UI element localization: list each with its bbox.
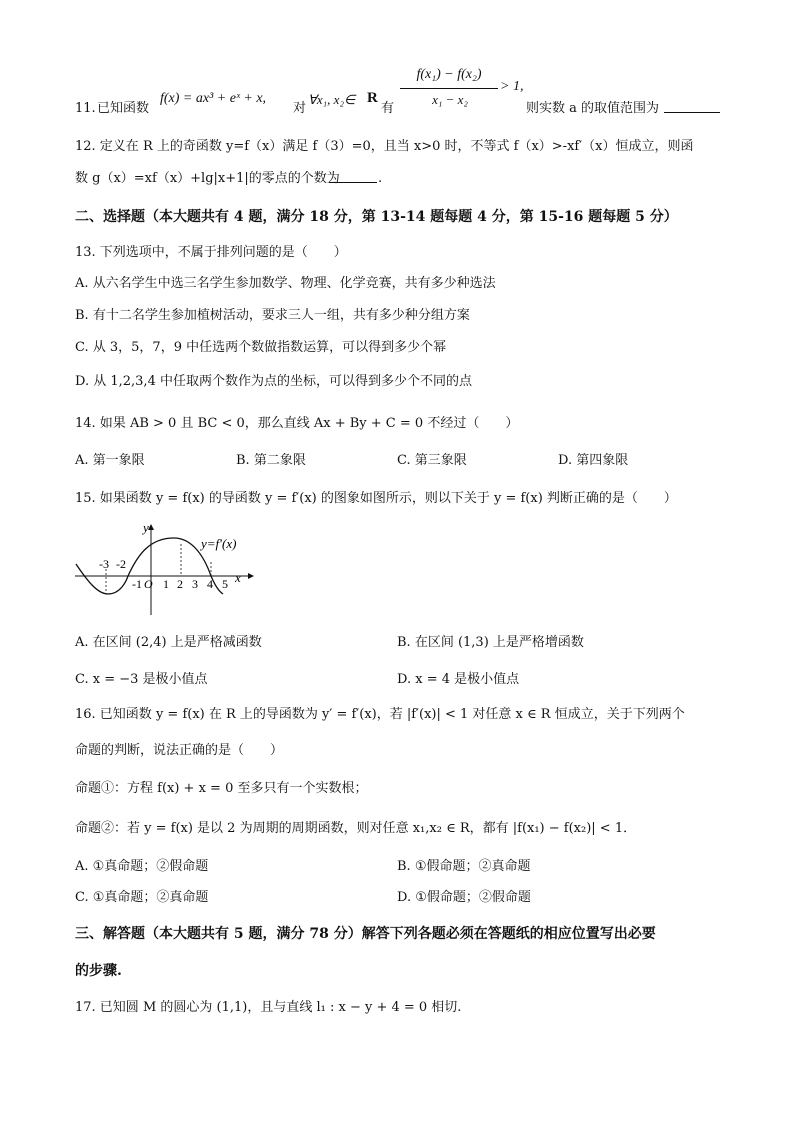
graph-curve-label: y=f′(x): [201, 536, 237, 551]
q11-question: 则实数 a 的取值范围为: [526, 101, 660, 116]
q11-answer-blank[interactable]: [664, 100, 720, 119]
q16-proposition-1: 命题①：方程 f(x) + x = 0 至多只有一个实数根；: [75, 781, 368, 796]
q12-line-1: 12. 定义在 R 上的奇函数 y=f（x）满足 f（3）=0，且当 x>0 时，不等式 f（x）>-xf′（x）恒成立，则函: [75, 139, 694, 154]
q14-option-b[interactable]: B. 第二象限: [236, 453, 306, 468]
section-3-line-1: 三、解答题（本大题共有 5 题，满分 78 分）解答下列各题必须在答题纸的相应位置写出必要: [75, 926, 656, 942]
q14-option-d[interactable]: D. 第四象限: [558, 453, 629, 468]
q11-cond-post: 有: [381, 101, 395, 116]
q11-real-set: R: [367, 90, 378, 106]
q15-option-a[interactable]: A. 在区间 (2,4) 上是严格减函数: [75, 635, 262, 650]
q16-stem-line-1: 16. 已知函数 y = f(x) 在 R 上的导函数为 y′ = f′(x)，若 |f′(x)| < 1 对任意 x ∈ R 恒成立，关于下列两个: [75, 707, 685, 722]
question-17: 17. 已知圆 M 的圆心为 (1,1)，且与直线 l₁ : x − y + 4 = 0 相切.: [75, 1000, 462, 1015]
graph-y-arrow: [148, 524, 154, 530]
q15-stem: 15. 如果函数 y = f(x) 的导函数 y = f′(x) 的图象如图所示，则以下关于 y = f(x) 判断正确的是（ ）: [75, 491, 677, 506]
q11-fraction-numerator: f(x₁) − f(x₂): [416, 67, 482, 82]
q15-option-c[interactable]: C. x = −3 是极小值点: [75, 672, 208, 687]
tick-label-neg1: -1: [132, 577, 142, 591]
q16-proposition-2: 命题②：若 y = f(x) 是以 2 为周期的周期函数，则对任意 x₁,x₂ ∈ R，都有 |f(x₁) − f(x₂)| < 1．: [75, 821, 637, 836]
section-2-heading: 二、选择题（本大题共有 4 题，满分 18 分，第 13-14 题每题 4 分，第 15-16 题每题 5 分）: [75, 209, 678, 225]
q11-function: f(x) = ax³ + eˣ + x,: [160, 91, 267, 106]
graph-y-label: y: [143, 520, 149, 535]
q14-option-c[interactable]: C. 第三象限: [397, 453, 467, 468]
tick-label-neg3: -3: [99, 557, 109, 571]
tick-label-1: 1: [163, 577, 169, 591]
q11-cond-pre: 对: [293, 101, 307, 116]
q12-period: .: [378, 171, 383, 186]
q14-option-a[interactable]: A. 第一象限: [75, 453, 145, 468]
tick-label-neg2: -2: [116, 557, 126, 571]
q11-number: 11.: [75, 101, 96, 116]
tick-label-4: 4: [207, 577, 213, 591]
q13-option-b[interactable]: B. 有十二名学生参加植树活动，要求三人一组，共有多少种分组方案: [75, 308, 470, 323]
q13-option-c[interactable]: C. 从 3，5，7，9 中任选两个数做指数运算，可以得到多少个幂: [75, 340, 447, 355]
q13-option-a[interactable]: A. 从六名学生中选三名学生参加数学、物理、化学竞赛，共有多少种选法: [75, 276, 496, 291]
q13-stem: 13. 下列选项中，不属于排列问题的是（ ）: [75, 245, 347, 260]
q12-line-2: 数 g（x）=xf（x）+lg|x+1|的零点的个数为: [75, 171, 340, 186]
q11-fraction-bar: [400, 88, 498, 89]
q16-stem-line-2: 命题的判断，说法正确的是（ ）: [75, 743, 284, 758]
q14-stem: 14. 如果 AB > 0 且 BC < 0，那么直线 Ax + By + C = 0 不经过（ ）: [75, 416, 519, 431]
derivative-graph: [70, 520, 260, 620]
q11-condition: ∀x₁, x₂∈: [308, 92, 356, 107]
q16-option-b[interactable]: B. ①假命题；②真命题: [397, 859, 531, 874]
q16-option-c[interactable]: C. ①真命题；②真命题: [75, 890, 209, 905]
graph-x-arrow: [248, 573, 254, 579]
tick-label-5: 5: [222, 577, 228, 591]
q15-option-d[interactable]: D. x = 4 是极小值点: [397, 672, 520, 687]
q16-option-d[interactable]: D. ①假命题；②假命题: [397, 890, 531, 905]
graph-x-label: x: [235, 570, 241, 585]
q11-fraction-denominator: x₁ − x₂: [432, 92, 468, 107]
q12-answer-blank[interactable]: [329, 170, 377, 189]
section-3-line-2: 的步骤.: [75, 963, 122, 979]
graph-origin-label: O: [144, 577, 153, 591]
tick-label-3: 3: [192, 577, 198, 591]
tick-label-2: 2: [177, 577, 183, 591]
q16-option-a[interactable]: A. ①真命题；②假命题: [75, 859, 209, 874]
q13-option-d[interactable]: D. 从 1,2,3,4 中任取两个数作为点的坐标，可以得到多少个不同的点: [75, 374, 472, 389]
q11-fraction-tail: > 1,: [500, 79, 524, 94]
q11-lead: 已知函数: [97, 101, 150, 116]
q15-option-b[interactable]: B. 在区间 (1,3) 上是严格增函数: [397, 635, 584, 650]
